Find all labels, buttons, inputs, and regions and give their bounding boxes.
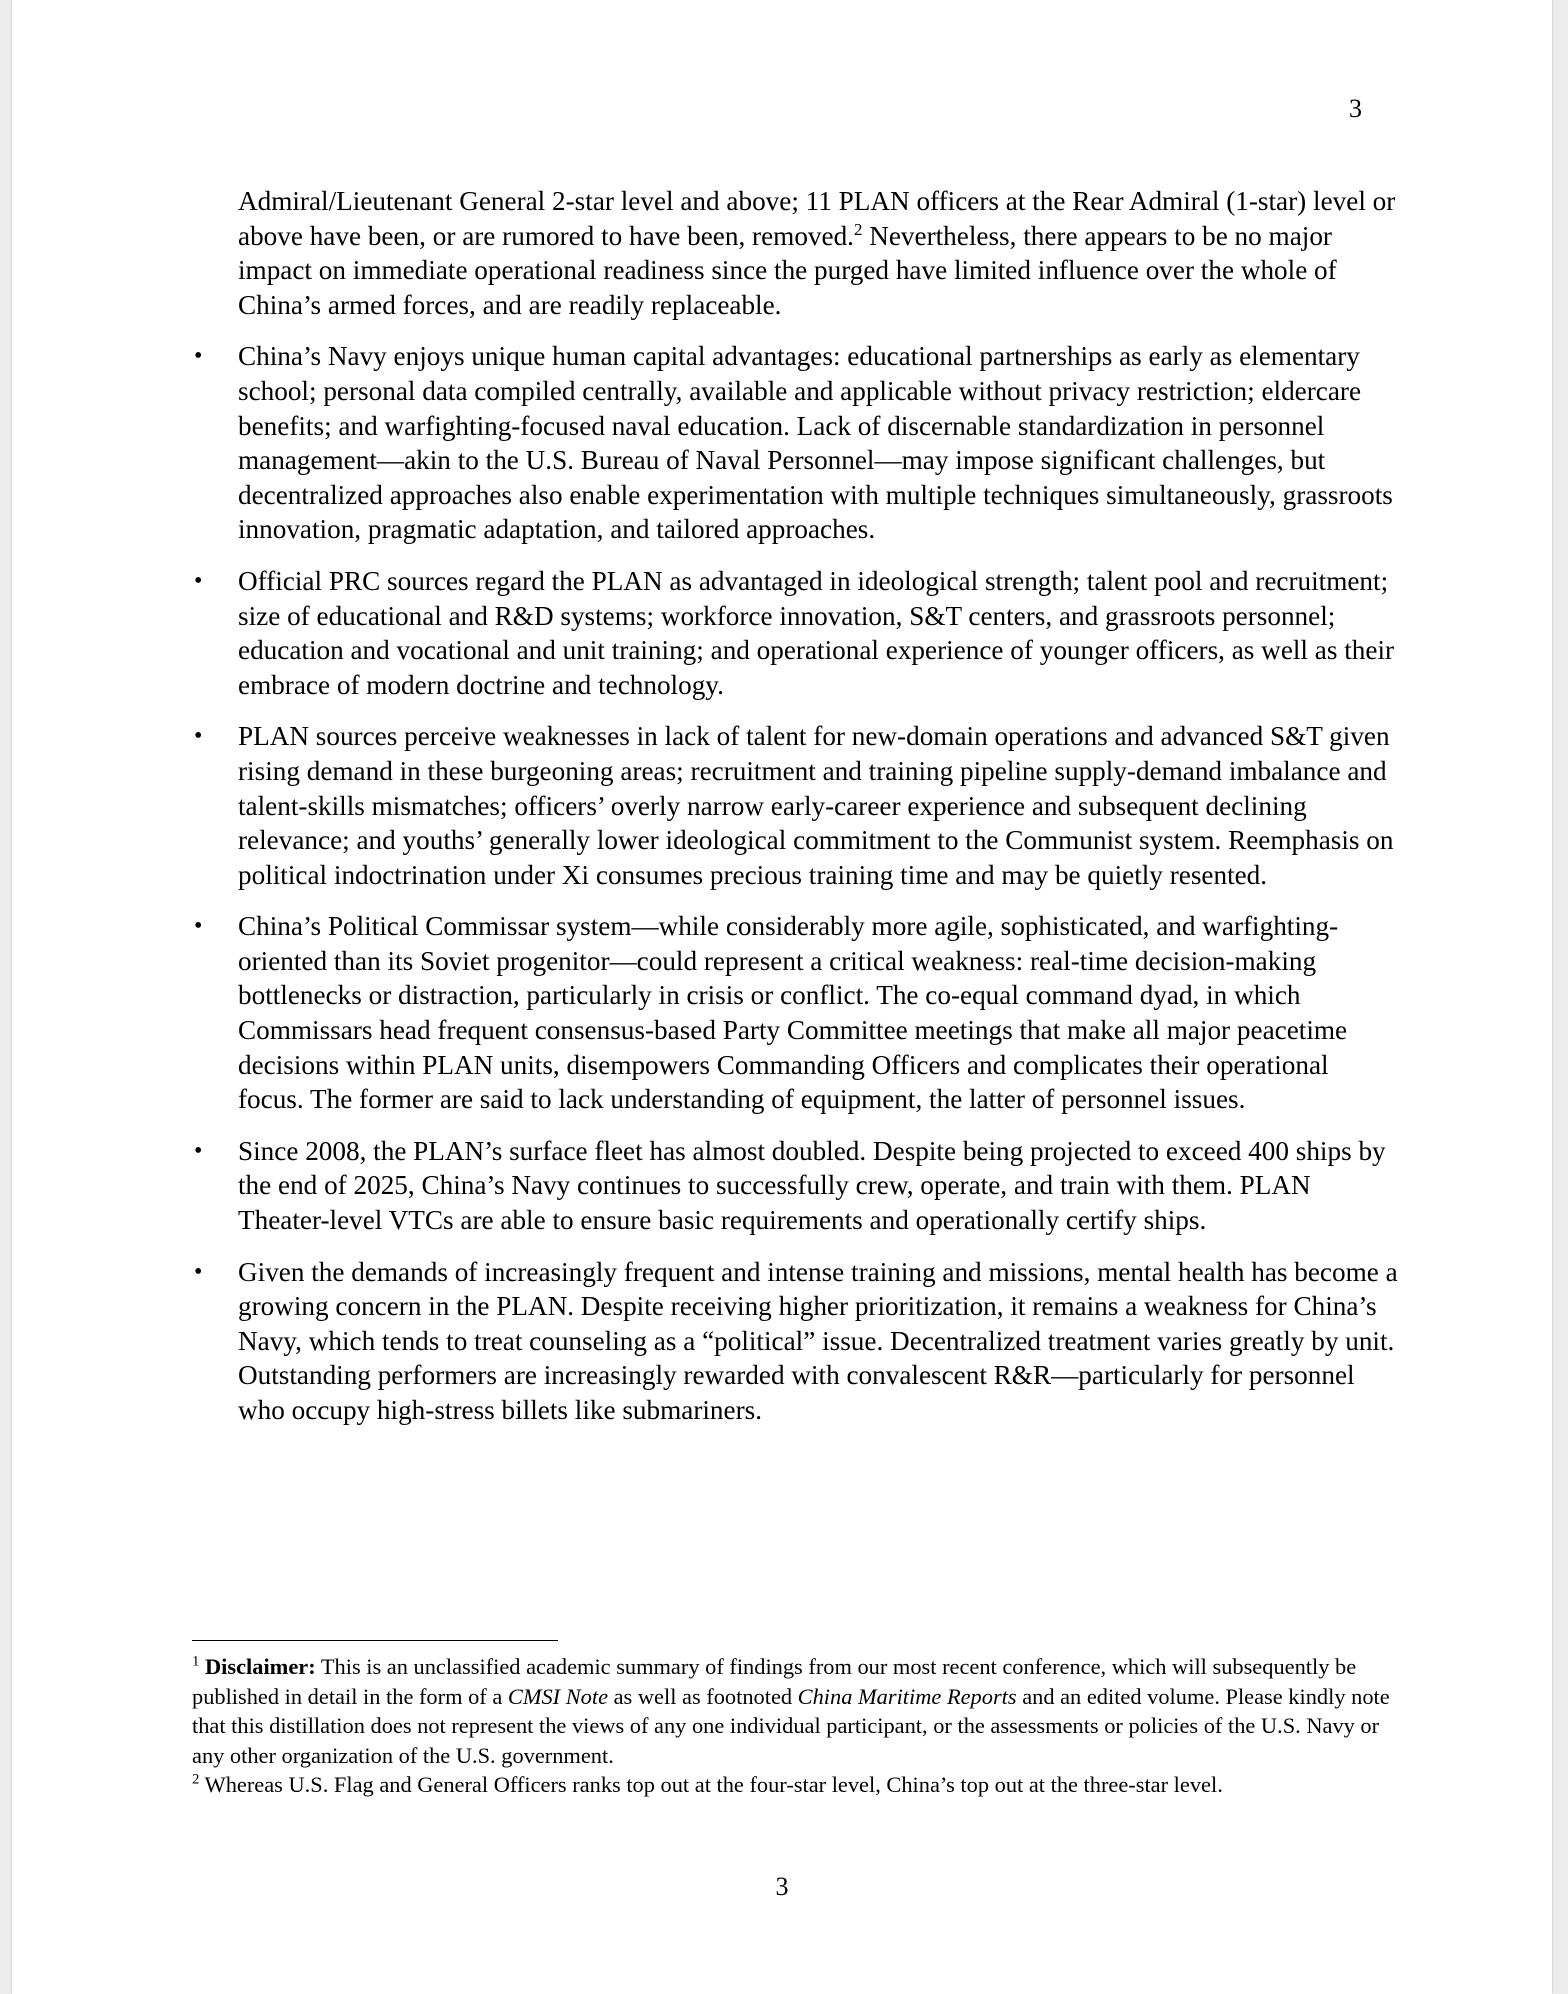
list-item-text: China’s Navy enjoys unique human capital advantages: educational partnerships as early as elementary school; personal data compiled centrally, available and applicable without privacy restriction; eldercare benefits; and warfighting-focused naval education. Lack of discernable standardization in personnel management—akin to the U.S. Bureau of Naval Personnel—may impose significant challenges, but decentralized approaches also enable experimentation with multiple techniques simultaneously, grassroots innovation, pragmatic adaptation, and tailored approaches.: [238, 341, 1393, 545]
footnote-text: This is an unclassified academic summary of findings from our most recent conference, which will subsequently be published in detail in the form of a: [192, 1654, 1357, 1709]
list-item: [194, 1134, 1398, 1238]
continuation-text-end: Nevertheless, there appears to be no major impact on immediate operational readiness since the purged have limited influence over the whole of China’s armed forces, and are readily replaceable.: [238, 220, 1337, 320]
bullet-icon: •: [194, 343, 203, 370]
list-item: [194, 909, 1398, 1117]
continuation-text-start: Admiral/Lieutenant General 2-star level and above; 11 PLAN officers at the Rear Admiral (1-star) level or above have been, or are rumored to have been, removed.: [238, 186, 1396, 251]
footnote-separator: [192, 1640, 558, 1641]
findings-bullet-list: [194, 339, 1398, 1427]
page-number-header: 3: [1349, 94, 1362, 123]
footnote-mark: 2: [192, 1771, 200, 1788]
footnote-mark: 1: [192, 1653, 200, 1670]
footnote-title-cmsi-note: CMSI Note: [507, 1683, 609, 1709]
page-number-footer: 3: [775, 1872, 789, 1901]
list-item-text: Official PRC sources regard the PLAN as advantaged in ideological strength; talent pool and recruitment; size of educational and R&D systems; workforce innovation, S&T centers, and grassroots personnel; education and vocational and unit training; and operational experience of younger officers, as well as their embrace of modern doctrine and technology.: [238, 565, 1395, 700]
footnote-ref-2[interactable]: 2: [853, 219, 863, 239]
list-item-text: PLAN sources perceive weaknesses in lack of talent for new-domain operations and advanced S&T given rising demand in these burgeoning areas; recruitment and training pipeline supply-demand imbalance and talent-skills mismatches; officers’ overly narrow early-career experience and subsequent declining relevance; and youths’ generally lower ideological commitment to the Communist system. Reemphasis on political indoctrination under Xi consumes precious training time and may be quietly resented.: [238, 721, 1394, 890]
bullet-icon: •: [194, 567, 203, 594]
bullet-icon: •: [194, 913, 203, 940]
list-item: [194, 339, 1398, 547]
body-text: [194, 184, 1398, 1428]
footnote-title-china-maritime-reports: China Maritime Reports: [797, 1683, 1017, 1709]
footnote-text: and an edited volume. Please kindly note that this distillation does not represent the views of any one individual participant, or the assessments or policies of the U.S. Navy or any other organization of the U.S. government.: [192, 1683, 1390, 1768]
bullet-icon: •: [194, 1258, 203, 1285]
footnotes: [192, 1652, 1392, 1800]
list-item-text: Given the demands of increasingly frequent and intense training and missions, mental health has become a growing concern in the PLAN. Despite receiving higher prioritization, it remains a weakness for China’s Navy, which tends to treat counseling as a “political” issue. Decentralized treatment varies greatly by unit. Outstanding performers are increasingly rewarded with convalescent R&R—particularly for personnel who occupy high-stress billets like submariners.: [238, 1256, 1398, 1425]
document-page: [12, 0, 1552, 1994]
continuation-paragraph: [238, 184, 1398, 322]
list-item-text: China’s Political Commissar system—while considerably more agile, sophisticated, and warfighting-oriented than its Soviet progenitor—could represent a critical weakness: real-time decision-making bottlenecks or distraction, particularly in crisis or conflict. The co-equal command dyad, in which Commissars head frequent consensus-based Party Committee meetings that make all major peacetime decisions within PLAN units, disempowers Commanding Officers and complicates their operational focus. The former are said to lack understanding of equipment, the latter of personnel issues.: [238, 911, 1348, 1115]
footnote-text: Whereas U.S. Flag and General Officers ranks top out at the four-star level, China’s top out at the three-star level.: [199, 1772, 1223, 1797]
list-item: [194, 564, 1398, 702]
list-item: [194, 1255, 1398, 1428]
footnote-label: Disclaimer:: [205, 1654, 316, 1679]
footnote-2: [192, 1770, 1392, 1800]
list-item: [194, 719, 1398, 892]
footnote-1: [192, 1652, 1392, 1770]
bullet-icon: •: [194, 1137, 203, 1164]
list-item-text: Since 2008, the PLAN’s surface fleet has almost doubled. Despite being projected to exceed 400 ships by the end of 2025, China’s Navy continues to successfully crew, operate, and train with them. PLAN Theater-level VTCs are able to ensure basic requirements and operationally certify ships.: [238, 1135, 1386, 1236]
footnote-text: as well as footnoted: [608, 1683, 798, 1709]
bullet-icon: •: [194, 723, 203, 750]
